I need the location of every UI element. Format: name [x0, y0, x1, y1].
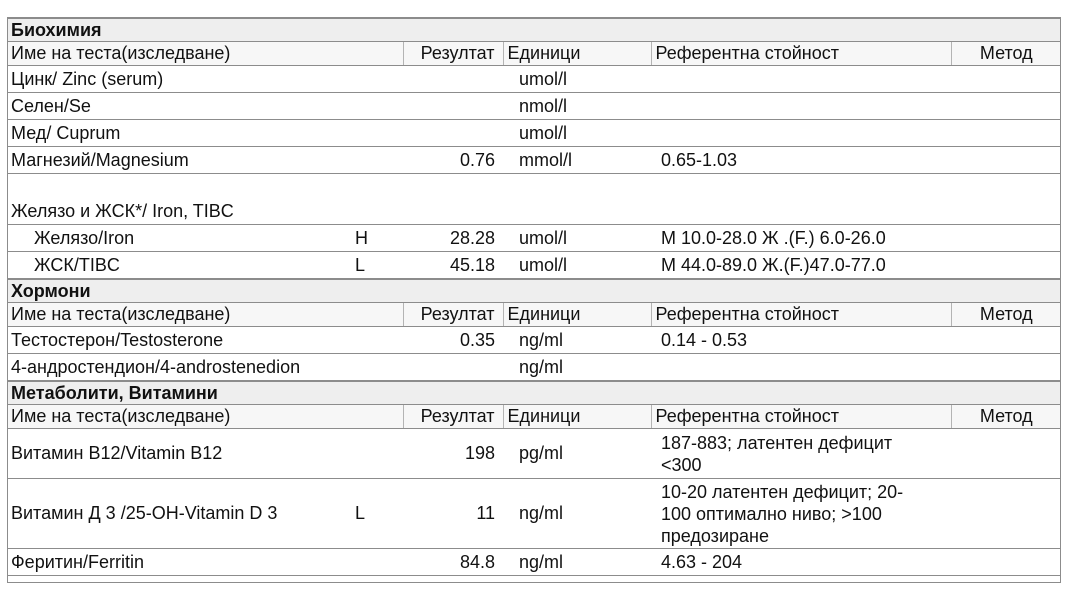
method: [951, 429, 1061, 479]
header-units: Единици: [503, 42, 651, 66]
reference-range: M 10.0-28.0 Ж .(F.) 6.0-26.0: [651, 225, 951, 252]
method: [951, 66, 1061, 93]
table-row: [7, 225, 1061, 252]
header-result: Резултат: [403, 303, 503, 327]
result-unit: umol/l: [503, 120, 651, 147]
test-name: Цинк/ Zinc (serum): [7, 66, 351, 93]
test-name: Мед/ Cuprum: [7, 120, 351, 147]
table-row: [7, 429, 1061, 479]
header-reference: Референтна стойност: [651, 405, 951, 429]
result-value: [403, 93, 503, 120]
column-headers: [7, 42, 1061, 66]
test-name: Селен/Se: [7, 93, 351, 120]
reference-range: 0.65-1.03: [651, 147, 951, 174]
reference-range: M 44.0-89.0 Ж.(F.)47.0-77.0: [651, 252, 951, 280]
result-unit: umol/l: [503, 225, 651, 252]
test-name: Витамин B12/Vitamin B12: [7, 429, 351, 479]
table-row: [7, 354, 1061, 382]
result-flag: [351, 93, 403, 120]
result-flag: [351, 147, 403, 174]
reference-line: предозиране: [661, 525, 769, 546]
result-flag: [351, 66, 403, 93]
header-result: Резултат: [403, 42, 503, 66]
section-metabolites-vitamins: [7, 381, 1061, 405]
reference-range: [651, 479, 951, 549]
result-unit: ng/ml: [503, 327, 651, 354]
header-method: Метод: [951, 303, 1061, 327]
result-flag: [351, 120, 403, 147]
table-row: [7, 327, 1061, 354]
result-flag: L: [351, 479, 403, 549]
group-row: [7, 174, 1061, 225]
header-units: Единици: [503, 405, 651, 429]
result-unit: umol/l: [503, 66, 651, 93]
reference-range: 0.14 - 0.53: [651, 327, 951, 354]
section-title: Метаболити, Витамини: [7, 381, 1061, 405]
method: [951, 120, 1061, 147]
method: [951, 93, 1061, 120]
result-flag: H: [351, 225, 403, 252]
header-method: Метод: [951, 405, 1061, 429]
section-hormones: [7, 279, 1061, 303]
test-name: Тестостерон/Testosterone: [7, 327, 351, 354]
test-name: Феритин/Ferritin: [7, 549, 351, 576]
header-result: Резултат: [403, 405, 503, 429]
table-row: [7, 66, 1061, 93]
table-row: [7, 252, 1061, 280]
result-flag: [351, 327, 403, 354]
test-name: ЖСК/TIBC: [7, 252, 351, 280]
method: [951, 479, 1061, 549]
method: [951, 327, 1061, 354]
results-table: [7, 17, 1061, 576]
reference-range: [651, 354, 951, 382]
header-test-name: Име на теста(изследване): [7, 303, 403, 327]
result-flag: [351, 549, 403, 576]
result-flag: [351, 429, 403, 479]
test-name: Желязо/Iron: [7, 225, 351, 252]
reference-range: [651, 429, 951, 479]
header-units: Единици: [503, 303, 651, 327]
table-row: [7, 147, 1061, 174]
header-reference: Референтна стойност: [651, 42, 951, 66]
reference-line: 187-883; латентен дефицит: [661, 432, 893, 453]
result-value: 28.28: [403, 225, 503, 252]
result-unit: ng/ml: [503, 549, 651, 576]
reference-range: [651, 120, 951, 147]
result-value: 198: [403, 429, 503, 479]
reference-line: <300: [661, 454, 702, 475]
group-title: Желязо и ЖСК*/ Iron, TIBC: [7, 174, 1061, 225]
method: [951, 225, 1061, 252]
reference-range: [651, 66, 951, 93]
method: [951, 549, 1061, 576]
header-test-name: Име на теста(изследване): [7, 42, 403, 66]
result-value: 0.76: [403, 147, 503, 174]
column-headers: [7, 303, 1061, 327]
result-unit: ng/ml: [503, 354, 651, 382]
result-value: [403, 120, 503, 147]
header-test-name: Име на теста(изследване): [7, 405, 403, 429]
test-name: Витамин Д 3 /25-OH-Vitamin D 3: [7, 479, 351, 549]
reference-line: 100 оптимално ниво; >100: [661, 503, 882, 524]
section-title: Хормони: [7, 279, 1061, 303]
reference-range: [651, 93, 951, 120]
method: [951, 147, 1061, 174]
result-value: 45.18: [403, 252, 503, 280]
test-name: Магнезий/Magnesium: [7, 147, 351, 174]
table-row: [7, 479, 1061, 549]
result-value: 84.8: [403, 549, 503, 576]
result-value: 0.35: [403, 327, 503, 354]
result-unit: mmol/l: [503, 147, 651, 174]
column-headers: [7, 405, 1061, 429]
reference-line: 10-20 латентен дефицит; 20-: [661, 481, 904, 502]
table-row: [7, 93, 1061, 120]
section-biochemistry: [7, 18, 1061, 42]
lab-results-report: [7, 17, 1061, 576]
result-value: 11: [403, 479, 503, 549]
header-method: Метод: [951, 42, 1061, 66]
result-unit: nmol/l: [503, 93, 651, 120]
result-flag: L: [351, 252, 403, 280]
section-title: Биохимия: [7, 18, 1061, 42]
method: [951, 354, 1061, 382]
reference-range: 4.63 - 204: [651, 549, 951, 576]
method: [951, 252, 1061, 280]
table-row: [7, 120, 1061, 147]
table-row: [7, 549, 1061, 576]
result-value: [403, 354, 503, 382]
result-value: [403, 66, 503, 93]
test-name: 4-андростендион/4-androstenedion: [7, 354, 403, 382]
result-unit: umol/l: [503, 252, 651, 280]
result-unit: ng/ml: [503, 479, 651, 549]
header-reference: Референтна стойност: [651, 303, 951, 327]
result-unit: pg/ml: [503, 429, 651, 479]
